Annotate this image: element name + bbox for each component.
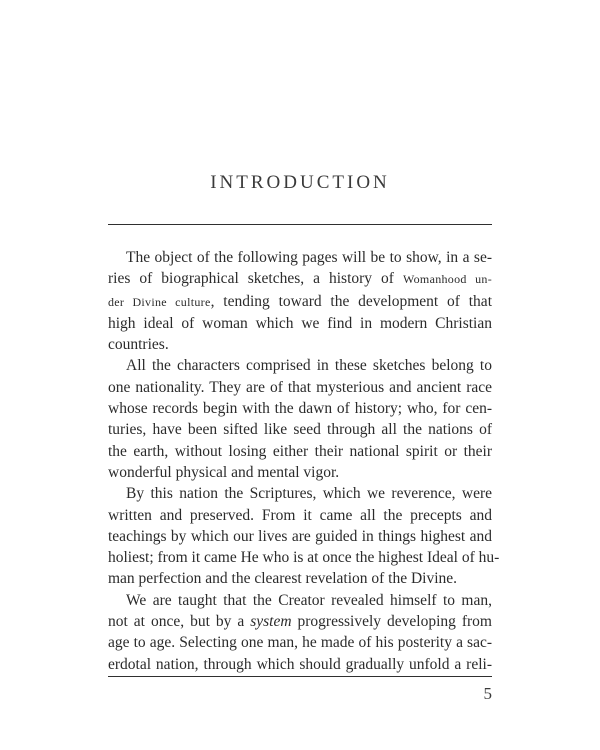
text-line: All the characters comprised in these sketches belong to (126, 357, 492, 375)
text-line: The object of the following pages will be to show, in a se- (126, 249, 492, 266)
page-number: 5 (483, 684, 492, 703)
body-text (108, 247, 500, 675)
text-line: By this nation the Scriptures, which we reverence, were (126, 485, 492, 503)
text-line: turies, have been sifted like seed through all the nations of (108, 421, 492, 439)
text-line: countries. (108, 336, 169, 354)
top-divider (108, 224, 492, 225)
small-caps-term: Womanhood un- (402, 272, 493, 287)
small-caps-term: der Divine culture (108, 294, 211, 309)
text-line: one nationality. They are of that mysterious and ancient race (108, 378, 492, 396)
text-line: holiest; from it came He who is at once the highest Ideal of hu- (108, 549, 500, 567)
text-line: not at once, but by a system progressively developing from (108, 613, 492, 631)
text-line: high ideal of woman which we find in modern Christian (108, 314, 492, 332)
italic-term: system (250, 613, 292, 631)
text-line: the earth, without losing either their national spirit or their (108, 442, 492, 460)
text-line: teachings by which our lives are guided in things highest and (108, 527, 492, 545)
page-title: INTRODUCTION (210, 172, 390, 193)
text-line: man perfection and the clearest revelation of the Divine. (108, 570, 458, 588)
text-line: age to age. Selecting one man, he made of his posterity a sac- (108, 634, 492, 652)
text-line: erdotal nation, through which should gradually unfold a reli- (108, 655, 492, 673)
bottom-divider (108, 676, 492, 677)
text-line: whose records begin with the dawn of history; who, for cen- (108, 400, 492, 418)
text-line: der Divine culture, tending toward the development of that (108, 292, 492, 310)
text-line: We are taught that the Creator revealed himself to man, (126, 591, 492, 609)
text-line: wonderful physical and mental vigor. (108, 463, 340, 481)
text-line: ries of biographical sketches, a history of Womanhood un- (108, 270, 493, 288)
text-line: written and preserved. From it came all the precepts and (108, 506, 492, 524)
